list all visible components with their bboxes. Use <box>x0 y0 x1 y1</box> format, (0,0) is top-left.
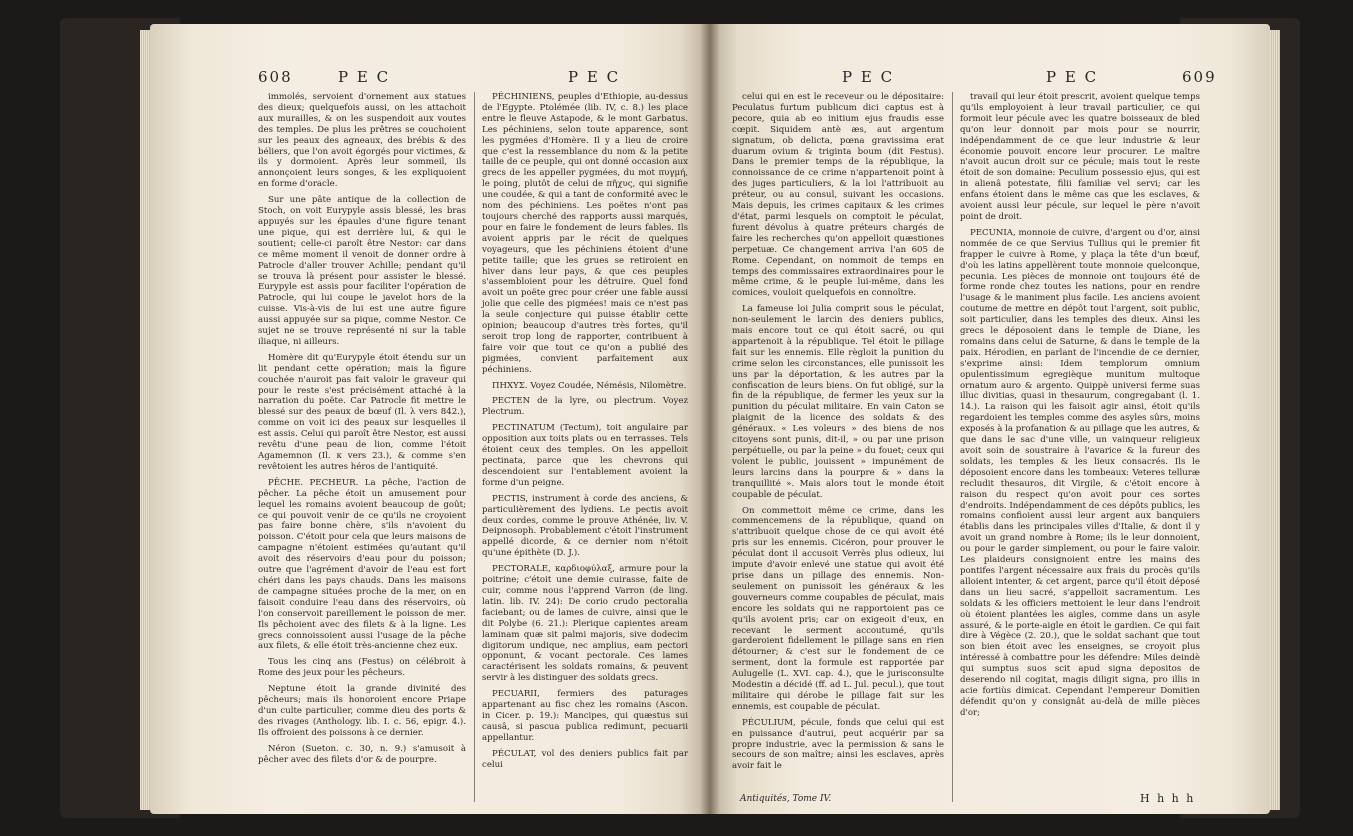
paragraph: PECUNIA, monnoie de cuivre, d'argent ou d'or, ainsi nommée de ce que Servius Tullius qui le premier fit frapper le cuivre à Rome, y plaça la tête d'un bœuf, d'où les latins appellèrent toute monnoie quelconque, pecunia. Les pièces de monnoie ont toujours été de forme ronde chez toutes les nations, pour en rendre l'usage & le maniment plus facile. Les anciens avoient coutume de mettre en dépôt tout l'argent, soit public, soit particulier, dans les temples des dieux. Ainsi les grecs le déposoient dans le temple de Diane, les romains dans celui de Saturne, & dans le temple de la paix. Hérodien, en parlant de l'incendie de ce dernier, s'exprime ainsi: Idem templorum omnium opulentissimum egregièque munitum multoque ornatum auro & argento. Quippè universi ferme suas illuc divitias, quasi in thesaurum, congregabant (l. 1. 14.). La raison qui les faisoit agir ainsi, étoit qu'ils regardoient les temples comme des asyles sûrs, moins exposés à la profanation & au pillage que les autres, & que dans le sac d'une ville, un vainqueur religieux avoit soin de soustraire à l'avarice & la fureur des soldats, les temples & les lieux consacrés. Ils le déposoient encore dans les tombeaux: Veteres telluræ recludit thesauros, dit Virgile, & c'étoit encore à raison du respect qu'on avoit pour ces sortes d'endroits. Indépendamment de ces dépôts publics, les romains confioient aussi leur argent aux banquiers établis dans les principales villes d'Italie, & dont il y avoit un grand nombre à Rome; ils le leur donnoient, ou pour le garder simplement, ou pour le faire valoir. Les plaideurs consignoient entre les mains des pontifes l'argent nécessaire aux frais du procès qu'ils alloient intenter, & cet argent, parce qu'il étoit déposé dans un lieu sacré, s'appelloit sacramentum. Les soldats & les officiers mettoient le leur dans l'endroit où étoient plantées les aigles, comme dans un asyle assuré, & le porte-aigle en étoit le gardien. Ce qui fait dire à Végèce (2. 20.), que le soldat sachant que tout son bien étoit avec les enseignes, se croyoit plus intéressé à combattre pour les défendre: Miles deindè qui sumptus suos scit apud signa depositos de deserendo nil cogitat, magis diligit signa, pro illis in acie fortiùs dimicat. Cependant l'empereur Domitien défendit qu'on y consignât au-delà de mille pièces d'or; <box>960 227 1200 718</box>
left-page-number: 608 <box>258 68 293 86</box>
paragraph: travail qui leur étoit prescrit, avoient quelque temps qu'ils employoient à leur travail particulier, ce qui formoit leur pécule avec les quatre boisseaux de bled qu'on leur donnoit par mois pour se nourrir, indépendamment de ce que leur industrie & leur économie pouvoit encore leur procurer. Le maître n'avoit aucun droit sur ce pécule; mais tout le reste étoit de son domaine: Peculium possessio ejus, qui est in alienâ potestate, filii familiæ vel servi; car les enfans étoient dans le même cas que les esclaves, & avoient aussi leur pécule, sur lequel le père n'avoit point de droit. <box>960 92 1200 222</box>
paragraph: Sur une pâte antique de la collection de Stoch, on voit Eurypyle assis blessé, les bras appuyés sur les épaules d'une figure tenant une pique, qui est derrière lui, & qui le soutient; celle-ci paroît être Nestor: car dans ce même moment il venoit de donner ordre à Patrocle d'aller trouver Achille; pendant qu'il se trouva là présent pour assister le blessé. Eurypyle est assis pour faciliter l'opération de Patrocle, qui lui coupe le javelot hors de la cuisse. Vis-à-vis de lui est une autre figure aussi appuyée sur sa pique, comme Nestor. Ce sujet ne se trouve représenté ni sur la table iliaque, ni ailleurs. <box>258 195 466 347</box>
paragraph: Neptune étoit la grande divinité des pêcheurs; mais ils honoroient encore Priape d'un culte particulier, comme dieu des ports & des rivages (Anthology. lib. I. c. 56, epigr. 4.). Ils offroient des poissons à ce dernier. <box>258 684 466 738</box>
book-gutter <box>700 24 720 814</box>
paragraph: Néron (Sueton. c. 30, n. 9.) s'amusoit à pêcher avec des filets d'or & de pourpre. <box>258 743 466 765</box>
right-header-center: P E C <box>842 68 895 86</box>
paragraph: On commettoit même ce crime, dans les commencemens de la république, quand on s'attribuoit quelque chose de ce qui avoit été pris sur les ennemis. Cicéron, pour prouver le péculat dont il accusoit Verrès plus odieux, lui impute d'avoir enlevé une statue qui avoit été prise dans un pillage des ennemis. Non-seulement on punissoit les généraux & les gouverneurs comme coupables de péculat, mais encore les soldats qui ne rapportoient pas ce qu'ils avoient pris; car on exigeoit d'eux, en recevant le serment accoutumé, qu'ils garderoient fidellement le pillage sans en rien détourner; & c'est sur le fondement de ce serment, dont la formule est rapportée par Aulugelle (L. XVI. cap. 4.), que le jurisconsulte Modestin a décidé (ff. ad L. Jul. pecul.), que tout militaire qui dérobe le pillage fait sur les ennemis, est coupable de péculat. <box>732 505 944 712</box>
left-header-center: P E C <box>568 68 621 86</box>
right-header-right: P E C <box>1046 68 1099 86</box>
paragraph: PECUARII, fermiers des paturages appartenant au fisc chez les romains (Ascon. in Cicer. p. 19.): Mancipes, qui quæstus sui causâ, si pascua publica redimunt, pecuarii appellantur. <box>482 689 688 743</box>
column-rule <box>474 92 475 802</box>
column-rule <box>952 92 953 802</box>
signature-mark: H h h h <box>1140 792 1196 805</box>
right-column-1 <box>732 92 944 777</box>
left-column-2 <box>482 92 688 775</box>
paragraph: PECTORALE, καρδιοφύλαξ, armure pour la poitrine; c'étoit une demie cuirasse, faite de cuir, comme nous l'apprend Varron (de ling. latin. lib. IV. 24): De corio crudo pectoralia faciebant; ou de lames de cuivre, ainsi que le dit Polybe (6. 21.): Plerique capientes aream laminam quæ sit palmi majoris, sive dodecim digitorum undique, nec amplius, eam pectori opponunt, & vocant pectorale. Ces lames caractérisent les soldats romains, & peuvent servir à les distinguer des soldats grecs. <box>482 564 688 684</box>
paragraph: PÊCHE. PECHEUR. La pêche, l'action de pêcher. La pêche étoit un amusement pour lequel les romains avoient beaucoup de goût; ce qui pouvoit venir de ce qu'ils ne croyoient pas faire bonne chère, s'ils n'avoient du poisson. C'étoit pour cela que leurs maisons de campagne n'étoient estimées qu'autant qu'il avoit des réservoirs d'eau pour du poisson; outre que l'agrément d'avoir de l'eau est fort chéri dans les pays chauds. Dans les maisons de campagne situées proche de la mer, on en faisoit conduire l'eau dans des réservoirs, où l'on conservoit pareillement le poisson de mer. Ils pêchoient avec des filets & à la ligne. Les grecs connoissoient aussi l'usage de la pêche aux filets, & elle étoit très-ancienne chez eux. <box>258 477 466 652</box>
paragraph: PECTINATUM (Tectum), toit angulaire par opposition aux toits plats ou en terrasses. Tels étoient ceux des temples. On les appelloit pectinata, parce que les chevrons qui descendoient sur l'entablement avoient la forme d'un peigne. <box>482 423 688 488</box>
paragraph: PÉCULAT, vol des deniers publics fait par celui <box>482 748 688 770</box>
left-column-1 <box>258 92 466 770</box>
paragraph: Tous les cinq ans (Festus) on célébroit à Rome des jeux pour les pêcheurs. <box>258 657 466 679</box>
paragraph: ΠΗΧΥΣ. Voyez Coudée, Némésis, Nilomètre. <box>492 380 687 391</box>
paragraph: Homère dit qu'Eurypyle étoit étendu sur un lit pendant cette opération; mais la figure couchée n'auroit pas fait valoir le graveur qui pour le reste s'est précisément attaché à la narration du poëte. Car Patrocle fit mettre le blessé sur des peaux de bœuf (Il. λ vers 842.), comme on voit ici des peaux sur lesquelles il est assis. Celui qui paroît être Nestor, est aussi revêtu d'une peau de lion, comme l'étoit Agamemnon (Il. κ vers 23.), & comme s'en revêtoient les autres héros de l'antiquité. <box>258 352 466 472</box>
right-page-number: 609 <box>1182 68 1217 86</box>
left-page <box>150 24 710 814</box>
paragraph: PECTEN de la lyre, ou plectrum. Voyez Plectrum. <box>482 396 688 418</box>
paragraph: immolés, servoient d'ornement aux statues des dieux; quelquefois aussi, on les attachoit aux murailles, & on les suspendoit aux voutes des temples. De plus les prêtres se couchoient sur les peaux des agneaux, des brébis & des béliers, que l'on avoit égorgés pour victimes, & ils y dormoient. Après leur sommeil, ils annonçoient leurs songes, & les expliquoient en forme d'oracle. <box>258 92 466 190</box>
paragraph: PÉCULIUM, pécule, fonds que celui qui est en puissance d'autrui, peut acquérir par sa propre industrie, avec la permission & sans le secours de son maître; ainsi les esclaves, après avoir fait le <box>732 717 944 772</box>
paragraph: La fameuse loi Julia comprit sous le péculat, non-seulement le larcin des deniers publics, mais encore tout ce qui étoit sacré, ou qui appartenoit à la république. Tel étoit le pillage fait sur les ennemis. Elle règloit la punition du crime selon les circonstances, elle punissoit les uns par la déportation, & les autres par la confiscation de leurs biens. On fut obligé, sur la fin de la république, de fermer les yeux sur la punition du péculat militaire. En vain Caton se plaignit de la licence des soldats & des généraux. « Les voleurs » des biens de nos citoyens sont punis, dit-il, » ou par une prison perpétuelle, ou par la peine » du fouet; ceux qui volent le public, jouissent » impunément de leurs larcins dans la pourpre & » dans la tranquillité ». Mais alors tout le monde étoit coupable de péculat. <box>732 304 944 500</box>
paragraph: PÉCHINIENS, peuples d'Ethiopie, au-dessus de l'Egypte. Ptolémée (lib. IV, c. 8.) les place entre le fleuve Astapode, & le mont Garbatus. Les péchiniens, selon toute apparence, sont les pygmées d'Homère. Il y a lieu de croire que c'est la ressemblance du nom & la petite taille de ce peuple, qui ont donné occasion aux grecs de les appeller pygmées, du mot πυγμή, le poing, plutôt de celui de πῆχυς, qui signifie une coudée, & qui a tant de conformité avec le nom des péchiniens. Les poëtes n'ont pas toujours cherché des rapports aussi marqués, pour en faire le fondement de leurs fables. Ils avoient appris par le récit de quelques voyageurs, que les péchiniens étoient d'une petite taille; que les grues se retiroient en hiver dans leur pays, & que ces peuples s'assembloient pour les détruire. Quel fond avoit un poëte grec pour créer une fable aussi jolie que celle des pigmées! mais ce n'est pas la seule conjecture qui puisse établir cette opinion; beaucoup d'autres très fortes, qu'il seroit trop long de rapporter, contribuent à faire voir que tout ce qu'on a publié des pigmées, convient parfaitement aux péchiniens. <box>482 92 688 375</box>
footer-volume: Antiquités, Tome IV. <box>740 794 832 804</box>
paragraph: PECTIS, instrument à corde des anciens, & particulièrement des lydiens. Le pectis avoit deux cordes, comme le prouve Athénée, liv. V. Deipnosoph. Probablement c'étoit l'instrument appellé dicorde, & ce dernier nom n'étoit qu'une épithète (D. J.). <box>482 493 688 559</box>
paragraph: celui qui en est le receveur ou le dépositaire: Peculatus furtum publicum dici captus est à pecore, quia ab eo initium ejus fraudis esse cœpit. Siquidem antè æs, aut argentum signatum, ob delicta, pœna gravissima erat duarum ovium & triginta boum (dit Festus). Dans le premier temps de la république, la connoissance de ce crime n'appartenoit point à des juges particuliers, & la loi l'attribuoit au préteur, ou au consul, suivant les occasions. Mais depuis, les crimes capitaux & les crimes d'état, parmi lesquels on comptoit le péculat, furent dévolus à quatre préteurs chargés de faire les recherches qu'on appelloit quæstiones perpetuæ. Ce changement arriva l'an 605 de Rome. Cependant, on nommoit de temps en temps des commissaires extraordinaires pour le même crime, & le peuple lui-même, dans les comices, vouloit quelquefois en connoître. <box>732 92 944 299</box>
left-header-left: P E C <box>338 68 391 86</box>
right-column-2 <box>960 92 1200 724</box>
right-page <box>710 24 1270 814</box>
